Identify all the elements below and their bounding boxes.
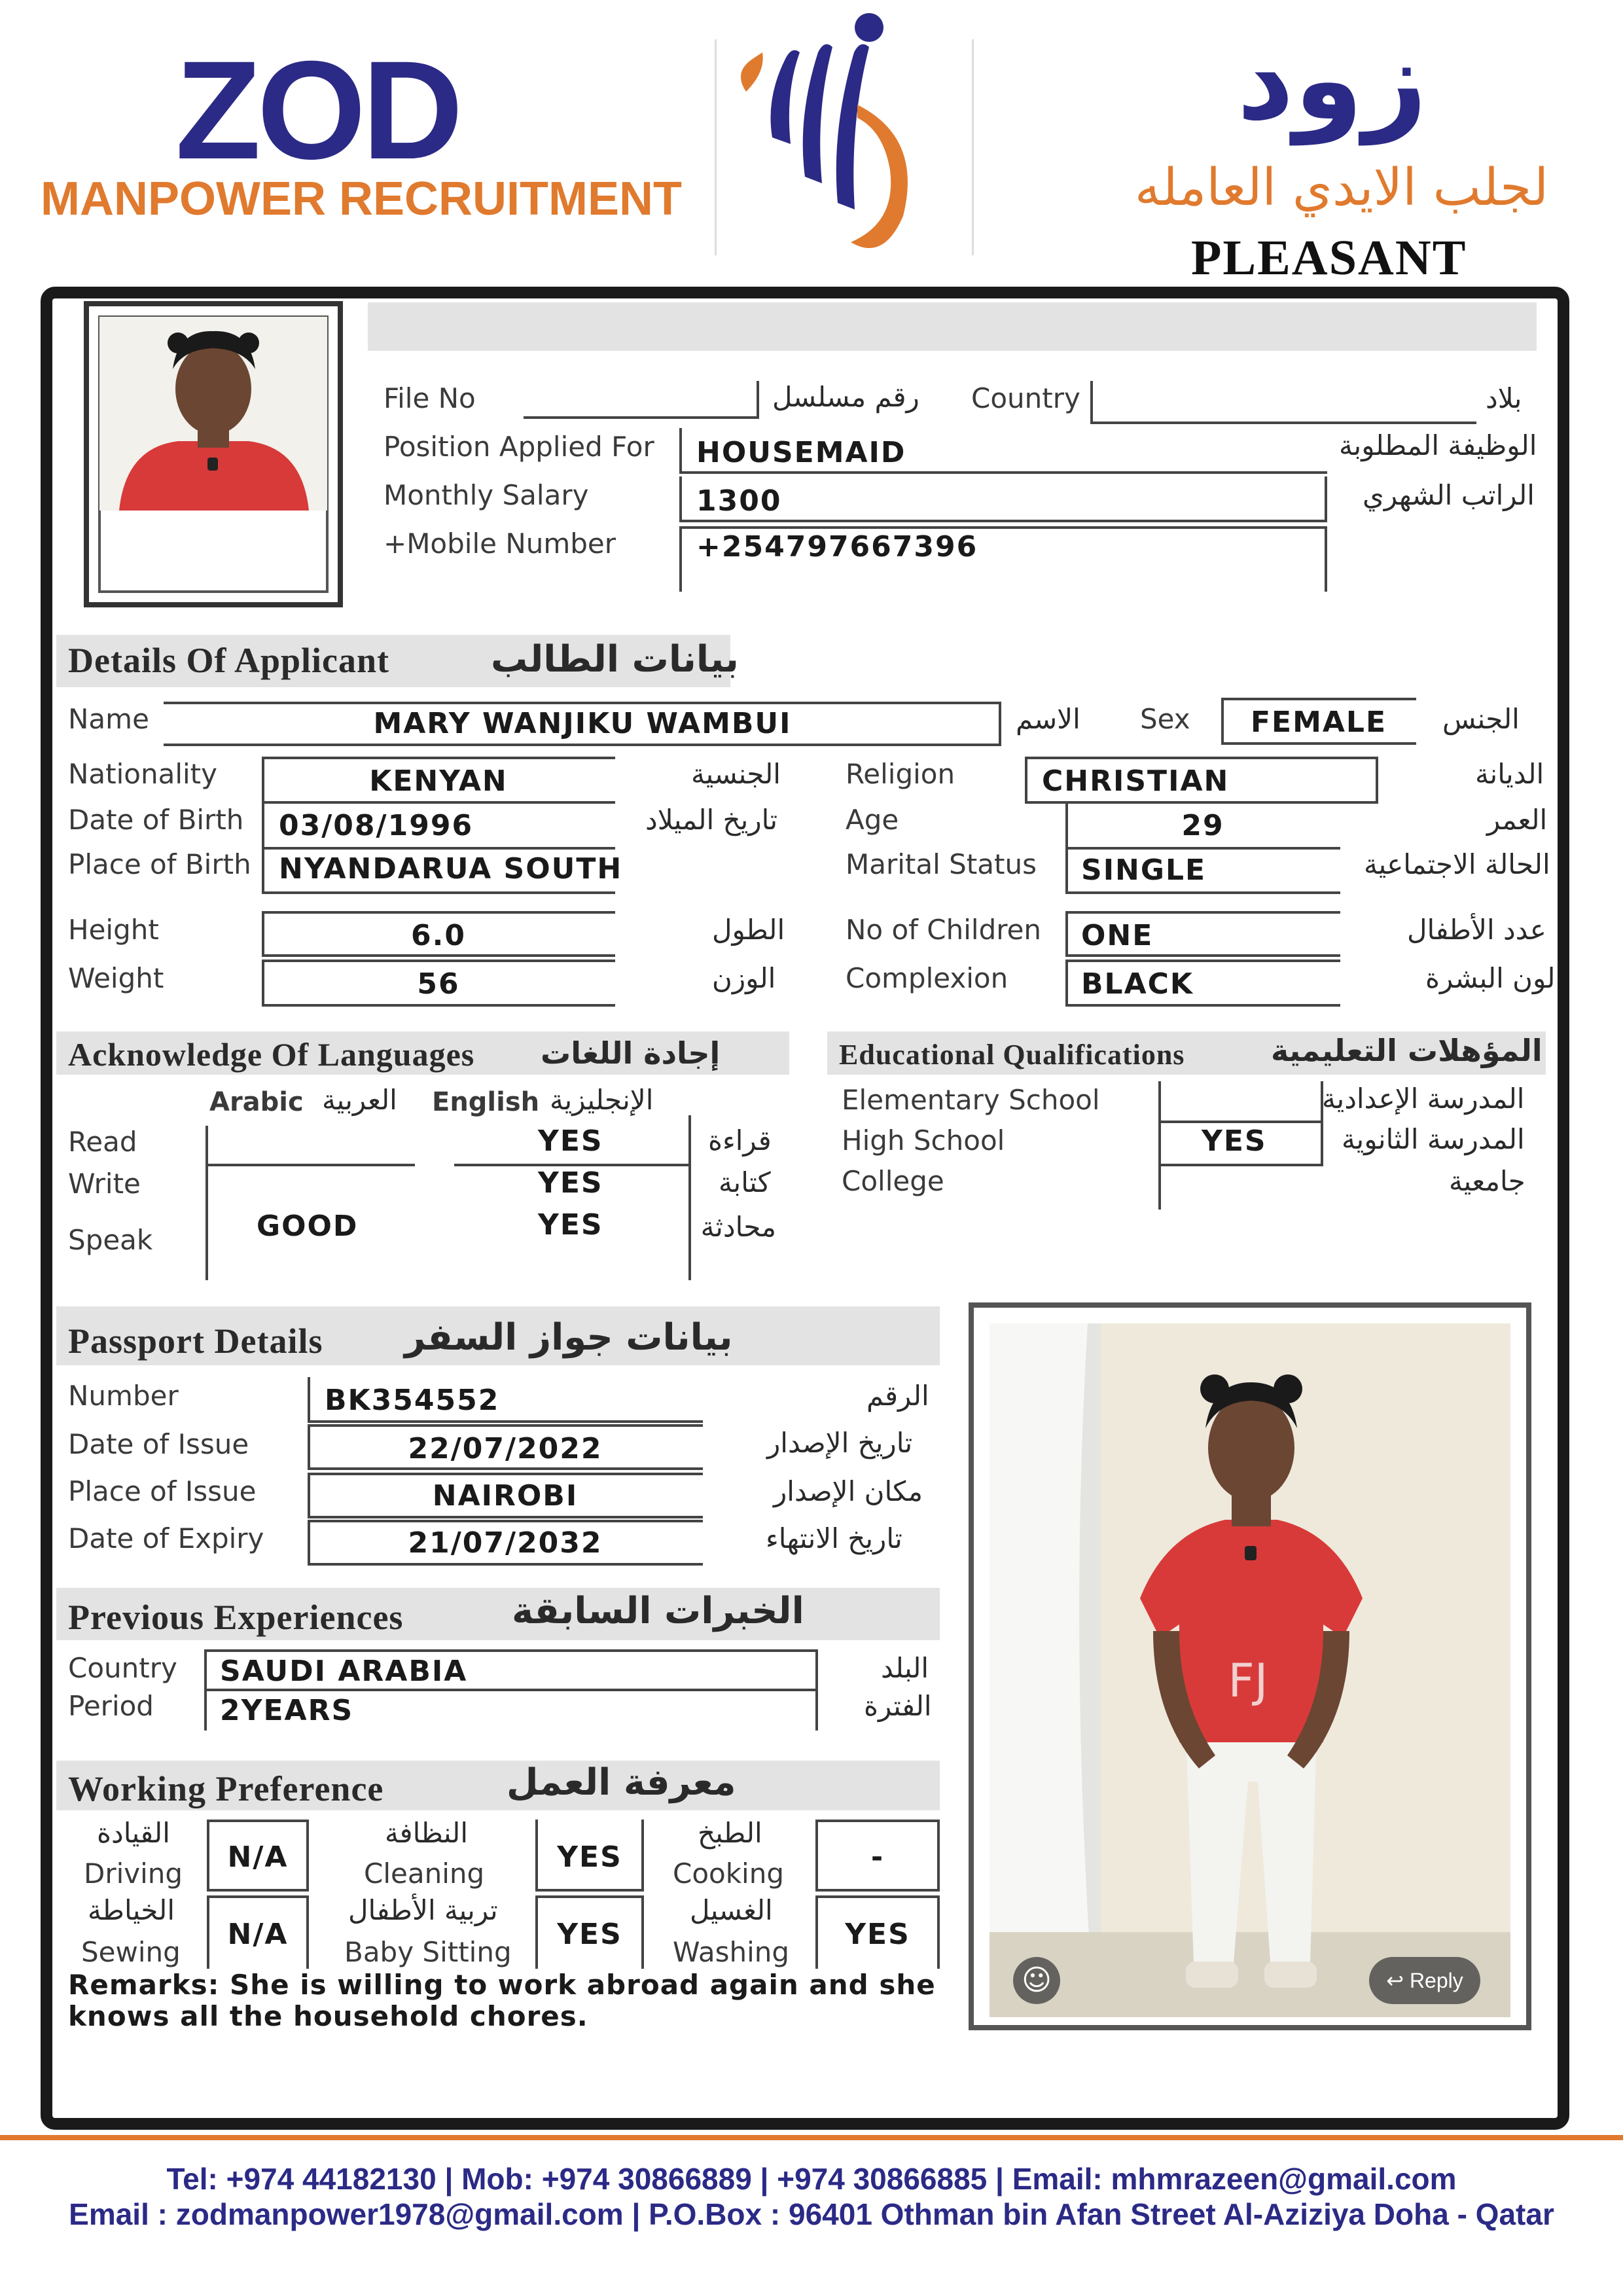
remarks-line-2: knows all the household chores. xyxy=(68,2000,588,2032)
speak-english: YES xyxy=(538,1208,603,1242)
height-value: 6.0 xyxy=(411,919,466,952)
applicant-full-photo xyxy=(990,1323,1510,2017)
college-label: College xyxy=(842,1165,944,1197)
dob-value: 03/08/1996 xyxy=(279,809,474,842)
mobile-value: +254797667396 xyxy=(696,530,978,564)
dob-arabic: تاريخ الميلاد xyxy=(645,804,778,836)
brand-subtitle-arabic: لجلب الايدي العامله xyxy=(1134,158,1549,217)
shirt-logo: FJ xyxy=(1228,1654,1268,1708)
passport-number-arabic: الرقم xyxy=(866,1380,929,1412)
country-field xyxy=(1090,381,1476,424)
elementary-arabic: المدرسة الإعدادية xyxy=(1322,1083,1525,1115)
children-arabic: عدد الأطفال xyxy=(1407,914,1546,946)
high-school-value: YES xyxy=(1202,1124,1267,1158)
college-arabic: جامعية xyxy=(1449,1165,1525,1197)
grid-line xyxy=(205,1126,208,1280)
salary-arabic: الراتب الشهري xyxy=(1363,479,1535,511)
position-arabic: الوظيفة المطلوبة xyxy=(1339,429,1537,461)
expiry-date-value: 21/07/2032 xyxy=(408,1526,603,1560)
write-arabic: كتابة xyxy=(719,1166,771,1198)
experience-period-label: Period xyxy=(68,1690,154,1722)
brand-logo-arabic: زود xyxy=(1237,16,1427,145)
age-value: 29 xyxy=(1181,809,1224,842)
driving-label: Driving xyxy=(84,1857,183,1890)
height-label: Height xyxy=(68,914,159,946)
passport-number-label: Number xyxy=(68,1380,179,1412)
read-label: Read xyxy=(68,1126,137,1158)
section-title-applicant: Details Of Applicant xyxy=(68,641,390,680)
issue-date-value: 22/07/2022 xyxy=(408,1432,603,1465)
cooking-label: Cooking xyxy=(673,1857,784,1890)
experience-period-arabic: الفترة xyxy=(864,1690,932,1722)
issue-place-arabic: مكان الإصدار xyxy=(774,1475,923,1507)
issue-place-value: NAIROBI xyxy=(432,1479,579,1513)
pob-value: NYANDARUA SOUTH xyxy=(279,852,623,886)
name-value: MARY WANJIKU WAMBUI xyxy=(373,707,792,740)
religion-label: Religion xyxy=(846,758,955,790)
weight-value: 56 xyxy=(417,967,460,1001)
file-no-field xyxy=(524,381,759,419)
write-english: YES xyxy=(538,1166,603,1200)
sex-label: Sex xyxy=(1140,703,1190,735)
experience-country-arabic: البلد xyxy=(881,1652,929,1684)
mobile-label: +Mobile Number xyxy=(383,528,616,560)
agency-name: PLEASANT xyxy=(1191,230,1467,285)
nationality-value: KENYAN xyxy=(369,764,508,798)
religion-arabic: الديانة xyxy=(1475,758,1544,790)
marital-arabic: الحالة الاجتماعية xyxy=(1364,848,1550,880)
country-arabic: بلاد xyxy=(1486,382,1522,414)
high-school-arabic: المدرسة الثانوية xyxy=(1342,1123,1525,1155)
english-col-label: English xyxy=(432,1087,540,1117)
name-label: Name xyxy=(68,703,149,735)
driving-arabic: القيادة xyxy=(97,1817,170,1849)
file-no-label: File No xyxy=(383,382,476,414)
english-col-arabic: الإنجليزية xyxy=(550,1084,654,1116)
position-label: Position Applied For xyxy=(383,431,654,463)
weight-arabic: الوزن xyxy=(712,962,776,994)
high-school-label: High School xyxy=(842,1124,1005,1157)
zod-logo-icon xyxy=(726,7,936,262)
divider xyxy=(972,39,974,255)
baby-sitting-arabic: تربية الأطفال xyxy=(348,1894,498,1926)
experience-period-value: 2YEARS xyxy=(220,1694,354,1727)
baby-sitting-label: Baby Sitting xyxy=(344,1936,512,1968)
remarks-line-1: Remarks: She is willing to work abroad again and she xyxy=(68,1969,936,2001)
brand-subtitle: MANPOWER RECRUITMENT xyxy=(41,173,682,225)
speak-label: Speak xyxy=(68,1224,153,1256)
experience-country-value: SAUDI ARABIA xyxy=(220,1655,468,1688)
section-title-experience: Previous Experiences xyxy=(68,1598,404,1637)
applicant-portrait xyxy=(99,317,327,511)
cleaning-arabic: النظافة xyxy=(385,1817,468,1849)
section-title-languages: Acknowledge Of Languages xyxy=(68,1036,475,1073)
read-arabic: قراءة xyxy=(708,1124,772,1157)
sex-arabic: الجنس xyxy=(1442,703,1520,735)
age-arabic: العمر xyxy=(1487,804,1548,836)
write-label: Write xyxy=(68,1168,141,1200)
section-title-working: Working Preference xyxy=(68,1769,384,1808)
header-bar xyxy=(368,302,1537,351)
grid-line xyxy=(205,1164,415,1166)
pob-label: Place of Birth xyxy=(68,848,251,880)
expiry-date-arabic: تاريخ الانتهاء xyxy=(766,1522,902,1554)
complexion-value: BLACK xyxy=(1081,967,1194,1001)
reply-button[interactable] xyxy=(1369,1957,1480,2004)
religion-value: CHRISTIAN xyxy=(1042,764,1230,798)
passport-number-value: BK354552 xyxy=(325,1384,500,1417)
salary-label: Monthly Salary xyxy=(383,479,589,511)
section-title-passport-arabic: بيانات جواز السفر xyxy=(404,1316,733,1359)
grid-line xyxy=(688,1115,691,1280)
issue-date-label: Date of Issue xyxy=(68,1428,249,1460)
cooking-value: - xyxy=(870,1840,885,1874)
speak-arabic: محادثة xyxy=(700,1211,776,1243)
sewing-value: N/A xyxy=(227,1918,289,1951)
section-title-working-arabic: معرفة العمل xyxy=(507,1761,736,1804)
salary-value: 1300 xyxy=(696,484,782,518)
section-title-passport: Passport Details xyxy=(68,1321,323,1361)
washing-arabic: الغسيل xyxy=(690,1894,773,1926)
brand-logo-text: ZOD xyxy=(175,32,459,188)
nationality-label: Nationality xyxy=(68,758,218,790)
footer-divider xyxy=(0,2135,1623,2140)
reply-label: Reply xyxy=(1409,1969,1463,1992)
section-title-applicant-arabic: بيانات الطالب xyxy=(491,638,739,681)
file-no-arabic: رقم مسلسل xyxy=(772,381,919,413)
arabic-col-arabic: العربية xyxy=(322,1084,397,1116)
washing-value: YES xyxy=(845,1918,910,1951)
name-arabic: الاسم xyxy=(1016,703,1080,735)
grid-line xyxy=(1158,1164,1322,1166)
baby-sitting-value: YES xyxy=(557,1918,622,1951)
footer-contact-line-2: Email : zodmanpower1978@gmail.com | P.O.Box : 96401 Othman bin Afan Street Al-Aziziya Doha - Qatar xyxy=(69,2197,1554,2231)
marital-value: SINGLE xyxy=(1081,853,1207,887)
issue-date-arabic: تاريخ الإصدار xyxy=(767,1427,913,1459)
section-title-languages-arabic: إجادة اللغات xyxy=(541,1035,721,1071)
dob-label: Date of Birth xyxy=(68,804,244,836)
cooking-arabic: الطبخ xyxy=(698,1817,762,1849)
complexion-label: Complexion xyxy=(846,962,1008,994)
arabic-col-label: Arabic xyxy=(209,1087,304,1117)
children-value: ONE xyxy=(1081,919,1154,952)
washing-label: Washing xyxy=(673,1936,790,1968)
country-label: Country xyxy=(971,382,1080,414)
section-title-experience-arabic: الخبرات السابقة xyxy=(512,1590,804,1632)
height-arabic: الطول xyxy=(712,914,785,946)
driving-value: N/A xyxy=(227,1840,289,1874)
emoji-icon[interactable]: ☺ xyxy=(1013,1957,1060,2004)
footer-contact-line-1: Tel: +974 44182130 | Mob: +974 30866889 | +974 30866885 | Email: mhmrazeen@gmail.com xyxy=(166,2162,1457,2196)
grid-line xyxy=(1158,1121,1322,1123)
read-english: YES xyxy=(538,1124,603,1158)
age-label: Age xyxy=(846,804,899,836)
grid-line xyxy=(1158,1081,1161,1210)
elementary-label: Elementary School xyxy=(842,1084,1100,1116)
divider xyxy=(715,39,717,255)
nationality-arabic: الجنسية xyxy=(691,758,781,790)
expiry-date-label: Date of Expiry xyxy=(68,1522,264,1554)
weight-label: Weight xyxy=(68,962,164,994)
cleaning-value: YES xyxy=(557,1840,622,1874)
position-value: HOUSEMAID xyxy=(696,436,906,469)
issue-place-label: Place of Issue xyxy=(68,1475,257,1507)
speak-arabic-value: GOOD xyxy=(257,1210,359,1243)
children-label: No of Children xyxy=(846,914,1042,946)
experience-country-label: Country xyxy=(68,1652,177,1684)
reply-icon: ↩ xyxy=(1386,1969,1404,1992)
sewing-label: Sewing xyxy=(81,1936,181,1968)
sex-value: FEMALE xyxy=(1250,706,1387,739)
cleaning-label: Cleaning xyxy=(364,1857,485,1890)
section-title-education-arabic: المؤهلات التعليمية xyxy=(1271,1033,1543,1068)
sewing-arabic: الخياطة xyxy=(88,1894,175,1926)
section-title-education: Educational Qualifications xyxy=(839,1039,1185,1071)
complexion-arabic: لون البشرة xyxy=(1425,962,1556,994)
marital-label: Marital Status xyxy=(846,848,1037,880)
